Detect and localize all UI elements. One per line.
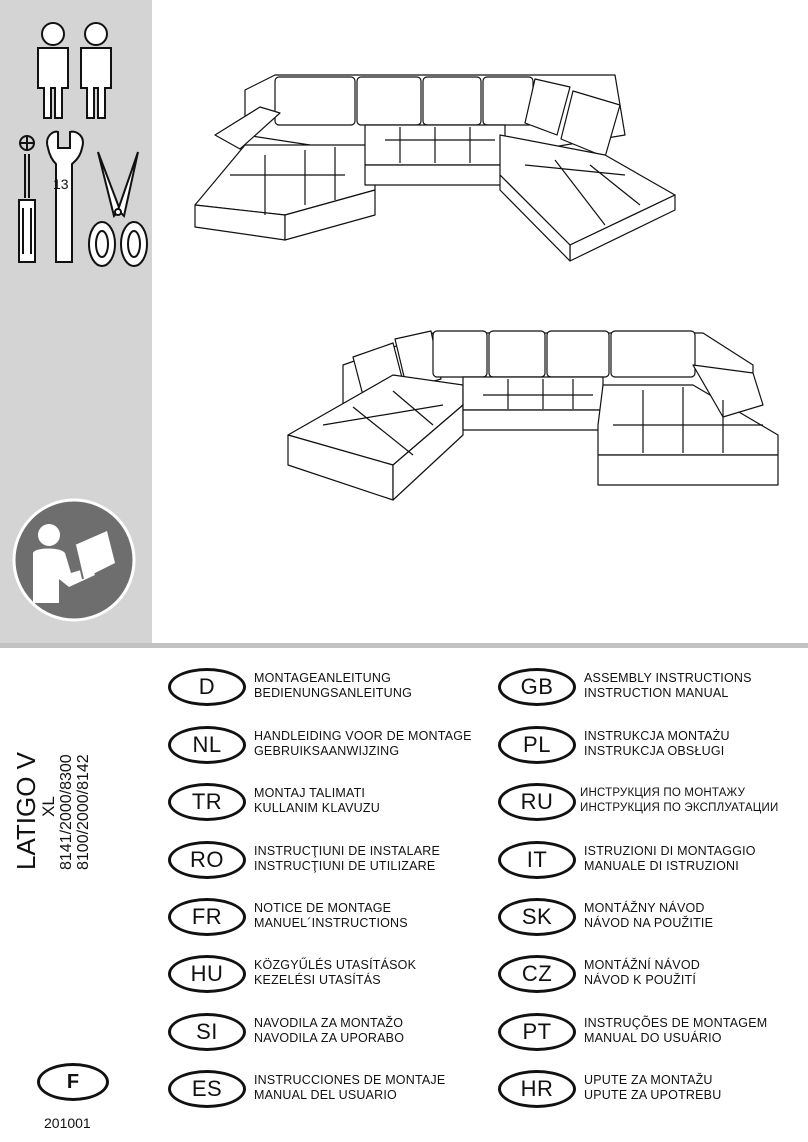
product-name: LATIGO V <box>11 752 41 870</box>
instruction-line: BEDIENUNGSANLEITUNG <box>254 686 412 700</box>
instruction-line: NÁVOD NA POUŽITIE <box>584 916 714 930</box>
language-code: FR <box>168 898 246 936</box>
language-code: SI <box>168 1013 246 1051</box>
product-code: 8141/2000/8300 <box>58 754 75 870</box>
instruction-line: ИНСТРУКЦИЯ ПО ЭКСПЛУАТАЦИИ <box>580 802 779 814</box>
instruction-line: NÁVOD K POUŽITÍ <box>584 973 697 987</box>
language-code: PT <box>498 1013 576 1051</box>
two-persons-icon <box>0 0 152 130</box>
instruction-line: NOTICE DE MONTAGE <box>254 901 392 915</box>
tools-panel <box>0 0 152 643</box>
sofa-illustration-top <box>185 65 705 265</box>
instruction-line: MANUAL DO USUÁRIO <box>584 1031 722 1045</box>
language-code: HU <box>168 955 246 993</box>
instruction-line: INSTRUCŢIUNI DE UTILIZARE <box>254 859 436 873</box>
language-code: PL <box>498 726 576 764</box>
instruction-line: MANUAL DEL USUARIO <box>254 1088 397 1102</box>
instruction-line: INSTRUCCIONES DE MONTAJE <box>254 1073 446 1087</box>
instruction-line: NAVODILA ZA MONTAŽO <box>254 1016 404 1030</box>
language-code: D <box>168 668 246 706</box>
instruction-line: INSTRUCTION MANUAL <box>584 686 729 700</box>
wrench-size-label: 13 <box>53 176 69 192</box>
product-code: 8100/2000/8142 <box>75 754 92 870</box>
instruction-line: ASSEMBLY INSTRUCTIONS <box>584 671 752 685</box>
language-code: RU <box>498 783 576 821</box>
date-code: 201001 <box>44 1115 91 1131</box>
instruction-line: KEZELÉSI UTASÍTÁS <box>254 973 381 987</box>
instruction-line: NAVODILA ZA UPORABO <box>254 1031 405 1045</box>
language-code: ES <box>168 1070 246 1108</box>
language-code: HR <box>498 1070 576 1108</box>
instruction-line: MONTAGEANLEITUNG <box>254 671 392 685</box>
instruction-line: UPUTE ZA MONTAŽU <box>584 1073 713 1087</box>
instruction-line: UPUTE ZA UPOTREBU <box>584 1088 722 1102</box>
instruction-line: ИНСТРУКЦИЯ ПО МОНТАЖУ <box>580 787 746 799</box>
language-code: RO <box>168 841 246 879</box>
instruction-line: INSTRUCŢIUNI DE INSTALARE <box>254 844 441 858</box>
instruction-line: HANDLEIDING VOOR DE MONTAGE <box>254 729 472 743</box>
instruction-line: MONTAJ TALIMATI <box>254 786 366 800</box>
instruction-line: GEBRUIKSAANWIJZING <box>254 744 400 758</box>
sofa-illustration-bottom <box>283 325 783 515</box>
language-code: GB <box>498 668 576 706</box>
language-code: CZ <box>498 955 576 993</box>
version-badge: F <box>37 1063 109 1101</box>
read-manual-icon <box>11 497 141 627</box>
instruction-line: INSTRUÇÕES DE MONTAGEM <box>584 1016 768 1030</box>
instruction-line: MONTÁŽNY NÁVOD <box>584 901 705 915</box>
instruction-line: MONTÁŽNÍ NÁVOD <box>584 958 700 972</box>
instruction-line: ISTRUZIONI DI MONTAGGIO <box>584 844 756 858</box>
instruction-line: KULLANIM KLAVUZU <box>254 801 380 815</box>
language-code: IT <box>498 841 576 879</box>
product-label <box>12 752 92 870</box>
instruction-line: KÖZGYŰLÉS UTASÍTÁSOK <box>254 958 417 972</box>
instruction-line: INSTRUKCJA OBSŁUGI <box>584 744 725 758</box>
language-code: TR <box>168 783 246 821</box>
instruction-line: MANUALE DI ISTRUZIONI <box>584 859 739 873</box>
scissors-icon <box>84 150 150 290</box>
instruction-line: INSTRUKCJA MONTAŻU <box>584 729 730 743</box>
wrench-icon <box>40 128 90 268</box>
instruction-line: MANUEL´INSTRUCTIONS <box>254 916 408 930</box>
language-code: SK <box>498 898 576 936</box>
language-code: NL <box>168 726 246 764</box>
product-variant: XL <box>39 796 58 817</box>
